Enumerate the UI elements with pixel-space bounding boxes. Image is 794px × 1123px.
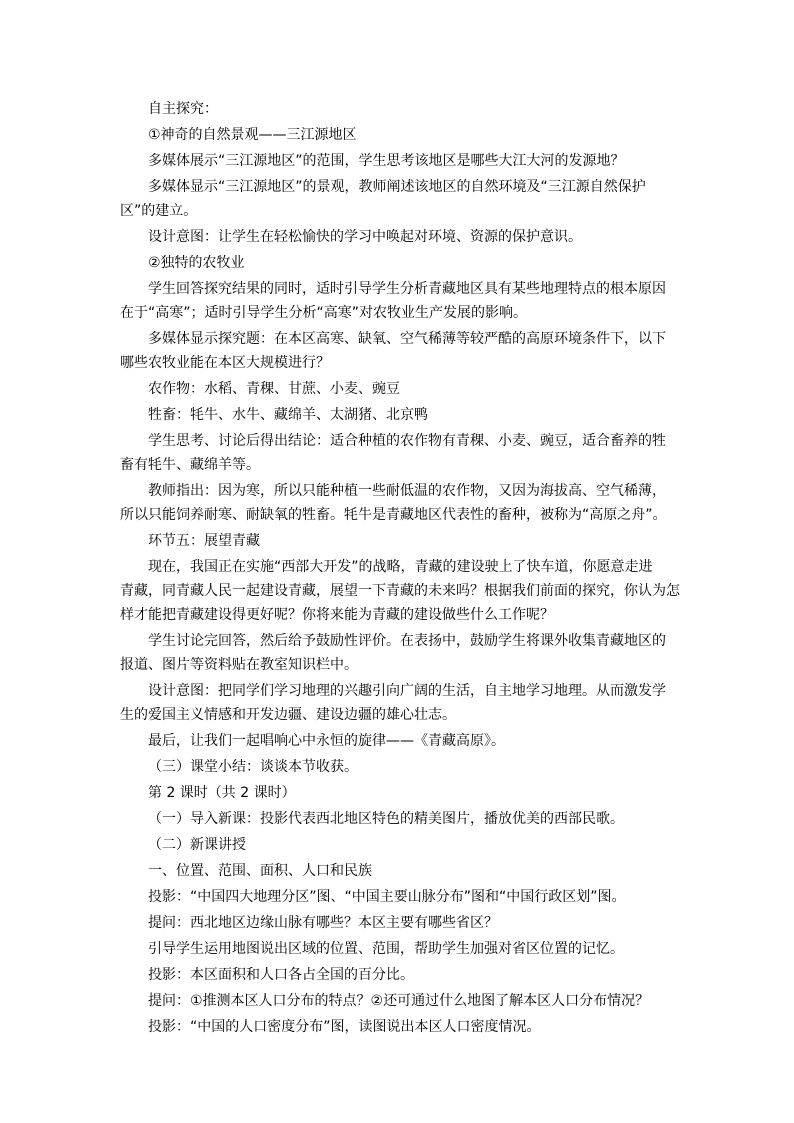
text-line: ②独特的农牧业 xyxy=(148,255,245,271)
text-line: 一、位置、范围、面积、人口和民族 xyxy=(148,863,372,879)
text-line: 引导学生运用地图说出区域的位置、范围，帮助学生加强对省区位置的记忆。 xyxy=(148,941,624,957)
text-line: 设计意图：让学生在轻松愉快的学习中唤起对环境、资源的保护意识。 xyxy=(148,229,582,245)
text-line: （二）新课讲授 xyxy=(148,837,246,853)
text-line: 学生回答探究结果的同时，适时引导学生分析青藏地区具有某些地理特点的根本原因 xyxy=(148,281,666,297)
text-line: 学生思考、讨论后得出结论：适合种植的农作物有青稞、小麦、豌豆，适合畜养的牲 xyxy=(148,433,666,449)
text-line: 哪些农牧业能在本区大规模进行？ xyxy=(120,355,330,371)
text-line: 生的爱国主义情感和开发边疆、建设边疆的雄心壮志。 xyxy=(120,707,456,723)
text-line: 现在，我国正在实施“西部大开发”的战略，青藏的建设驶上了快车道，你愿意走进 xyxy=(148,559,653,575)
text-line: 最后，让我们一起唱响心中永恒的旋律——《青藏高原》。 xyxy=(148,733,505,749)
text-line: 畜有牦牛、藏绵羊等。 xyxy=(120,457,260,473)
text-line: 区”的建立。 xyxy=(120,203,198,219)
text-line: 自主探究： xyxy=(148,101,218,117)
text-line: 第 2 课时（共 2 课时） xyxy=(148,785,296,801)
text-line: 在于“高寒”；适时引导学生分析“高寒”对农牧业生产发展的影响。 xyxy=(120,305,528,321)
text-line: 提问：①推测本区人口分布的特点？②还可通过什么地图了解本区人口分布情况？ xyxy=(148,993,650,1009)
text-line: 投影：“中国四大地理分区”图、“中国主要山脉分布”图和“中国行政区划”图。 xyxy=(148,889,626,905)
text-line: 设计意图：把同学们学习地理的兴趣引向广阔的生活，自主地学习地理。从而激发学 xyxy=(148,683,666,699)
text-line: 教师指出：因为寒，所以只能种植一些耐低温的农作物，又因为海拔高、空气稀薄， xyxy=(148,483,666,499)
document-body xyxy=(120,97,680,1039)
text-line: 学生讨论完回答，然后给予鼓励性评价。在表扬中，鼓励学生将课外收集青藏地区的 xyxy=(148,633,666,649)
text-line: 报道、图片等资料贴在教室知识栏中。 xyxy=(120,657,358,673)
text-line: 投影：“中国的人口密度分布”图，读图说出本区人口密度情况。 xyxy=(148,1019,541,1035)
text-line: 提问：西北地区边缘山脉有哪些？本区主要有哪些省区？ xyxy=(148,915,498,931)
text-line: 环节五：展望青藏 xyxy=(148,533,260,549)
text-line: 多媒体展示“三江源地区”的范围，学生思考该地区是哪些大江大河的发源地？ xyxy=(148,153,625,169)
text-line: 牲畜：牦牛、水牛、藏绵羊、太湖猪、北京鸭 xyxy=(148,407,428,423)
text-line: ①神奇的自然景观——三江源地区 xyxy=(148,127,357,143)
text-line: 所以只能饲养耐寒、耐缺氧的牲畜。牦牛是青藏地区代表性的畜种，被称为“高原之舟”。 xyxy=(120,507,667,523)
text-line: 投影：本区面积和人口各占全国的百分比。 xyxy=(148,967,414,983)
text-line: 农作物：水稻、青稞、甘蔗、小麦、豌豆 xyxy=(148,381,400,397)
text-line: 多媒体显示“三江源地区”的景观，教师阐述该地区的自然环境及“三江源自然保护 xyxy=(148,179,646,195)
text-line: （一）导入新课：投影代表西北地区特色的精美图片，播放优美的西部民歌。 xyxy=(148,811,624,827)
text-line: 多媒体显示探究题：在本区高寒、缺氧、空气稀薄等较严酷的高原环境条件下，以下 xyxy=(148,331,666,347)
text-line: 青藏，同青藏人民一起建设青藏，展望一下青藏的未来吗？根据我们前面的探究，你认为怎 xyxy=(120,583,680,599)
text-line: 样才能把青藏建设得更好呢？你将来能为青藏的建设做些什么工作呢？ xyxy=(120,607,554,623)
text-line: （三）课堂小结：谈谈本节收获。 xyxy=(148,759,358,775)
